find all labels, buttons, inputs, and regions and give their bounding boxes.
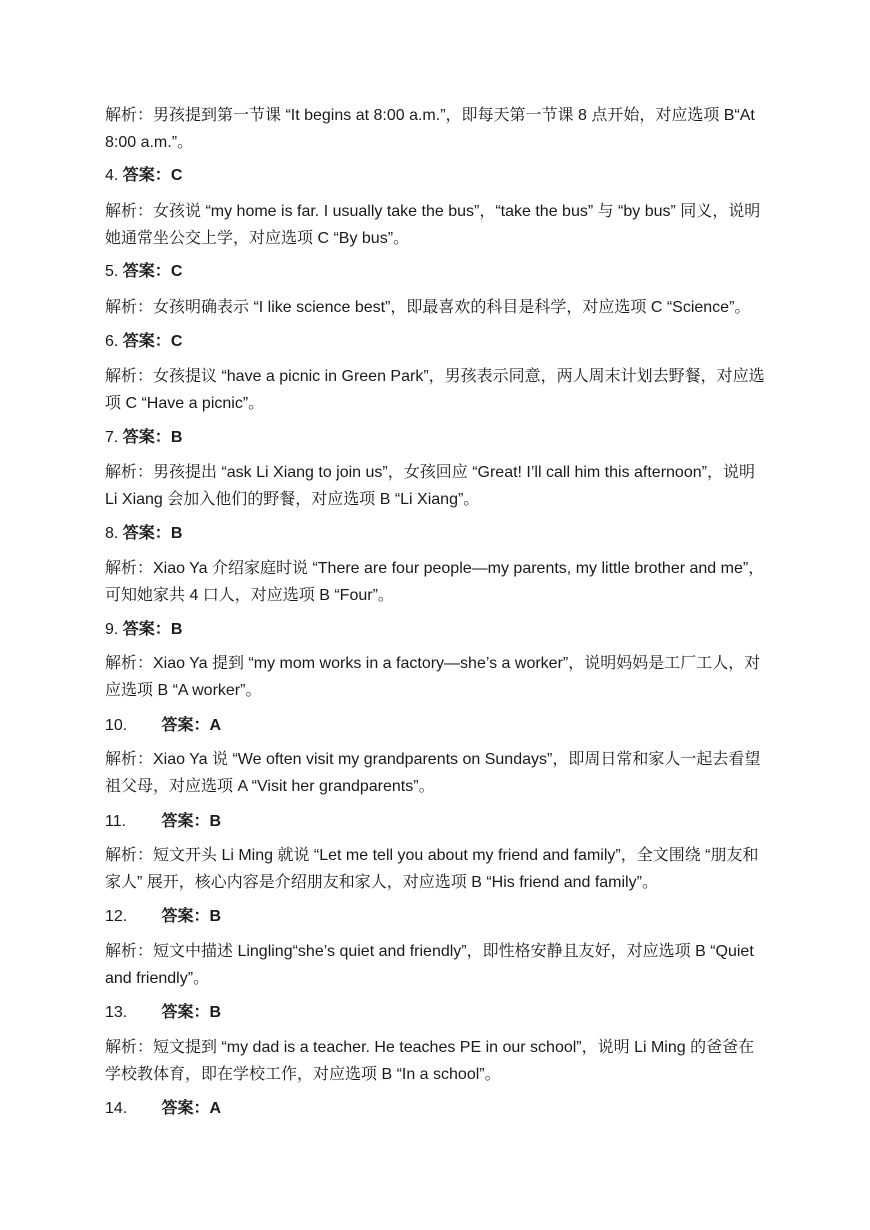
answer-label: 答案： bbox=[122, 333, 171, 350]
answer-line-10 bbox=[105, 716, 221, 736]
explanation-8: 解析：Xiao Ya 介绍家庭时说 “There are four people—my parents, my little brother and me”，可知她家共 4 口人，对应选项 B “Four”。 bbox=[105, 560, 765, 604]
answer-label: 答案： bbox=[122, 167, 171, 184]
answer-line-8 bbox=[105, 524, 182, 544]
question-number: 4. bbox=[105, 167, 119, 184]
explanation-6: 解析：女孩提议 “have a picnic in Green Park”，男孩表示同意，两人周末计划去野餐，对应选项 C “Have a picnic”。 bbox=[105, 368, 765, 412]
answer-letter: B bbox=[209, 813, 222, 830]
answer-letter: B bbox=[170, 525, 183, 542]
answer-label: 答案： bbox=[122, 429, 171, 446]
question-number: 8. bbox=[105, 525, 119, 542]
question-number: 9. bbox=[105, 621, 119, 638]
answer-label: 答案： bbox=[122, 263, 171, 280]
answer-letter: C bbox=[170, 333, 183, 350]
answer-line-9 bbox=[105, 620, 182, 640]
answer-line-13 bbox=[105, 1003, 221, 1023]
answer-line-5 bbox=[105, 262, 182, 282]
answer-label: 答案： bbox=[161, 908, 210, 925]
question-number: 7. bbox=[105, 429, 119, 446]
explanation-7: 解析：男孩提出 “ask Li Xiang to join us”，女孩回应 “Great! I’ll call him this afternoon”，说明 Li Xiang 会加入他们的野餐，对应选项 B “Li Xiang”。 bbox=[105, 464, 755, 508]
answer-line-11 bbox=[105, 812, 221, 832]
explanation-13: 解析：短文提到 “my dad is a teacher. He teaches PE in our school”，说明 Li Ming 的爸爸在学校教体育，即在学校工作，对应选项 B “In a school”。 bbox=[105, 1039, 755, 1083]
answer-line-7 bbox=[105, 428, 182, 448]
question-number: 14. bbox=[105, 1100, 128, 1117]
explanation-5: 解析：女孩明确表示 “I like science best”，即最喜欢的科目是科学，对应选项 C “Science”。 bbox=[105, 299, 751, 316]
answer-line-6 bbox=[105, 332, 182, 352]
answer-label: 答案： bbox=[161, 1100, 210, 1117]
answer-letter: C bbox=[170, 263, 183, 280]
explanation-4: 解析：女孩说 “my home is far. I usually take the bus”，“take the bus” 与 “by bus” 同义，说明她通常坐公交上学，对应选项 C “By bus”。 bbox=[105, 203, 761, 247]
explanation-12: 解析：短文中描述 Lingling“she’s quiet and friendly”，即性格安静且友好，对应选项 B “Quiet and friendly”。 bbox=[105, 943, 754, 987]
question-number: 12. bbox=[105, 908, 128, 925]
answer-label: 答案： bbox=[122, 525, 171, 542]
answer-label: 答案： bbox=[122, 621, 171, 638]
answer-letter: A bbox=[209, 1100, 222, 1117]
explanation-3: 解析：男孩提到第一节课 “It begins at 8:00 a.m.”，即每天第一节课 8 点开始，对应选项 B“At 8:00 a.m.”。 bbox=[105, 107, 755, 151]
question-number: 6. bbox=[105, 333, 119, 350]
answer-label: 答案： bbox=[161, 813, 210, 830]
explanation-10: 解析：Xiao Ya 说 “We often visit my grandparents on Sundays”，即周日常和家人一起去看望祖父母，对应选项 A “Visit her grandparents”。 bbox=[105, 751, 761, 795]
answer-line-4 bbox=[105, 166, 182, 186]
question-number: 5. bbox=[105, 263, 119, 280]
answer-label: 答案： bbox=[161, 717, 210, 734]
answer-letter: A bbox=[209, 717, 222, 734]
question-number: 11. bbox=[105, 813, 127, 830]
explanation-11: 解析：短文开头 Li Ming 就说 “Let me tell you about my friend and family”，全文围绕 “朋友和家人” 展开，核心内容是介绍朋友和家人，对应选项 B “His friend and family”。 bbox=[105, 847, 759, 891]
answer-line-12 bbox=[105, 907, 221, 927]
question-number: 13. bbox=[105, 1004, 128, 1021]
answer-letter: B bbox=[170, 429, 183, 446]
answer-letter: B bbox=[209, 908, 222, 925]
answer-letter: B bbox=[170, 621, 183, 638]
answer-letter: C bbox=[170, 167, 183, 184]
answer-letter: B bbox=[209, 1004, 222, 1021]
question-number: 10. bbox=[105, 717, 128, 734]
answer-label: 答案： bbox=[161, 1004, 210, 1021]
explanation-9: 解析：Xiao Ya 提到 “my mom works in a factory—she’s a worker”，说明妈妈是工厂工人，对应选项 B “A worker”。 bbox=[105, 655, 761, 699]
answer-line-14 bbox=[105, 1099, 221, 1119]
